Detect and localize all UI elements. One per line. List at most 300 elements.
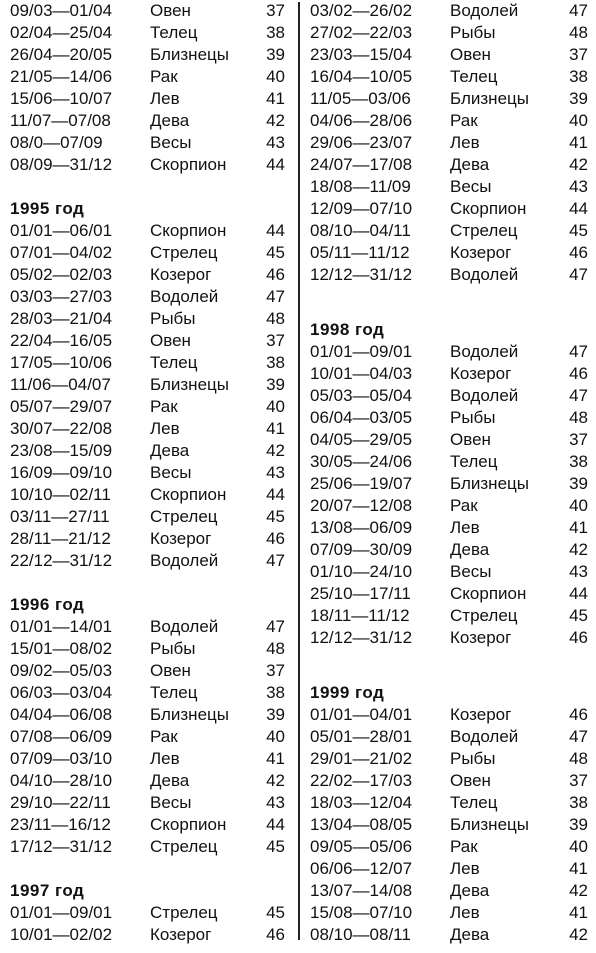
table-row <box>310 110 588 132</box>
zodiac-sign: Козерог <box>450 364 512 383</box>
zodiac-sign: Скорпион <box>150 155 227 174</box>
sign-number: 46 <box>569 628 588 647</box>
date-range: 28/11—21/12 <box>10 529 111 548</box>
date-range: 12/09—07/10 <box>310 199 413 218</box>
zodiac-sign: Водолей <box>150 287 219 306</box>
section-spacer <box>310 286 588 319</box>
sign-number: 37 <box>266 661 285 680</box>
date-range: 28/03—21/04 <box>10 309 113 328</box>
sign-number: 38 <box>266 23 285 42</box>
date-range: 03/03—27/03 <box>10 287 113 306</box>
zodiac-sign: Водолей <box>450 265 519 284</box>
section-spacer <box>310 649 588 682</box>
table-row <box>310 242 588 264</box>
date-range: 11/05—03/06 <box>310 89 411 108</box>
table-row <box>10 154 285 176</box>
sign-number: 40 <box>266 397 285 416</box>
date-range: 07/09—03/10 <box>10 749 113 768</box>
zodiac-sign: Скорпион <box>150 221 227 240</box>
zodiac-sign: Стрелец <box>450 606 518 625</box>
zodiac-sign: Дева <box>150 441 190 460</box>
sign-number: 42 <box>569 540 588 559</box>
zodiac-sign: Водолей <box>450 386 519 405</box>
table-row <box>310 517 588 539</box>
date-range: 07/01—04/02 <box>10 243 113 262</box>
sign-number: 45 <box>266 243 285 262</box>
date-range: 18/08—11/09 <box>310 177 411 196</box>
sign-number: 42 <box>266 111 285 130</box>
zodiac-sign: Лев <box>150 749 180 768</box>
year-heading: 1995 год <box>10 199 85 218</box>
table-row <box>310 924 588 946</box>
table-row <box>10 44 285 66</box>
date-range: 13/07—14/08 <box>310 881 413 900</box>
zodiac-sign: Весы <box>150 793 192 812</box>
zodiac-sign: Рак <box>150 67 178 86</box>
sign-number: 42 <box>569 925 588 944</box>
table-row <box>310 704 588 726</box>
sign-number: 46 <box>266 925 285 944</box>
sign-number: 48 <box>266 309 285 328</box>
table-row <box>10 66 285 88</box>
table-row <box>10 550 285 572</box>
date-range: 20/07—12/08 <box>310 496 413 515</box>
zodiac-sign: Овен <box>150 1 191 20</box>
table-row <box>10 264 285 286</box>
date-range: 08/09—31/12 <box>10 155 113 174</box>
date-range: 12/12—31/12 <box>310 628 413 647</box>
date-range: 08/0—07/09 <box>10 133 103 152</box>
date-range: 23/03—15/04 <box>310 45 413 64</box>
zodiac-sign: Рыбы <box>450 408 496 427</box>
date-range: 15/06—10/07 <box>10 89 113 108</box>
date-range: 06/06—12/07 <box>310 859 413 878</box>
table-row <box>310 561 588 583</box>
date-range: 30/07—22/08 <box>10 419 113 438</box>
table-row <box>10 506 285 528</box>
zodiac-sign: Рыбы <box>150 309 196 328</box>
sign-number: 44 <box>266 815 285 834</box>
zodiac-sign: Стрелец <box>150 903 218 922</box>
date-range: 11/06—04/07 <box>10 375 111 394</box>
table-row <box>310 154 588 176</box>
table-row <box>310 451 588 473</box>
table-row <box>10 132 285 154</box>
zodiac-sign: Телец <box>150 683 198 702</box>
table-row <box>10 396 285 418</box>
zodiac-sign: Лев <box>450 133 480 152</box>
zodiac-sign: Водолей <box>450 342 519 361</box>
table-row <box>310 385 588 407</box>
date-range: 15/01—08/02 <box>10 639 113 658</box>
date-range: 04/05—29/05 <box>310 430 413 449</box>
zodiac-sign: Скорпион <box>450 584 527 603</box>
date-range: 02/04—25/04 <box>10 23 113 42</box>
sign-number: 41 <box>569 518 588 537</box>
zodiac-sign: Стрелец <box>150 243 218 262</box>
zodiac-sign: Близнецы <box>450 815 529 834</box>
sign-number: 48 <box>569 408 588 427</box>
table-row <box>10 352 285 374</box>
sign-number: 45 <box>266 837 285 856</box>
zodiac-sign: Рыбы <box>150 639 196 658</box>
sign-number: 38 <box>569 793 588 812</box>
table-row <box>310 198 588 220</box>
sign-number: 43 <box>569 562 588 581</box>
table-row <box>310 726 588 748</box>
table-row <box>310 66 588 88</box>
zodiac-sign: Водолей <box>450 1 519 20</box>
zodiac-sign: Лев <box>450 859 480 878</box>
zodiac-sign: Телец <box>150 353 198 372</box>
date-range: 10/01—04/03 <box>310 364 413 383</box>
table-row <box>310 407 588 429</box>
zodiac-sign: Скорпион <box>450 199 527 218</box>
date-range: 15/08—07/10 <box>310 903 413 922</box>
date-range: 06/03—03/04 <box>10 683 113 702</box>
zodiac-sign: Овен <box>450 45 491 64</box>
date-range: 05/03—05/04 <box>310 386 413 405</box>
table-row <box>310 902 588 924</box>
date-range: 22/12—31/12 <box>10 551 113 570</box>
date-range: 27/02—22/03 <box>310 23 413 42</box>
sign-number: 46 <box>266 265 285 284</box>
sign-number: 41 <box>569 133 588 152</box>
sign-number: 41 <box>266 749 285 768</box>
sign-number: 38 <box>266 353 285 372</box>
date-range: 16/04—10/05 <box>310 67 413 86</box>
table-row <box>10 638 285 660</box>
date-range: 17/05—10/06 <box>10 353 113 372</box>
sign-number: 42 <box>266 771 285 790</box>
zodiac-sign: Близнецы <box>450 89 529 108</box>
zodiac-sign: Водолей <box>150 617 219 636</box>
zodiac-sign: Скорпион <box>150 485 227 504</box>
zodiac-sign: Рак <box>150 727 178 746</box>
date-range: 07/08—06/09 <box>10 727 113 746</box>
sign-number: 37 <box>266 331 285 350</box>
zodiac-sign: Дева <box>450 155 490 174</box>
sign-number: 47 <box>266 617 285 636</box>
date-range: 03/02—26/02 <box>310 1 413 20</box>
sign-number: 48 <box>569 23 588 42</box>
section-spacer <box>10 572 285 594</box>
table-row <box>310 583 588 605</box>
date-range: 25/06—19/07 <box>310 474 413 493</box>
table-row <box>10 616 285 638</box>
zodiac-sign: Весы <box>150 463 192 482</box>
sign-number: 39 <box>569 474 588 493</box>
table-row <box>10 924 285 946</box>
sign-number: 48 <box>266 639 285 658</box>
sign-number: 46 <box>569 364 588 383</box>
table-row <box>310 792 588 814</box>
table-row <box>10 484 285 506</box>
zodiac-sign: Близнецы <box>150 45 229 64</box>
sign-number: 43 <box>569 177 588 196</box>
table-row <box>10 242 285 264</box>
zodiac-sign: Козерог <box>450 705 512 724</box>
sign-number: 47 <box>266 551 285 570</box>
sign-number: 47 <box>569 1 588 20</box>
sign-number: 44 <box>569 199 588 218</box>
table-row <box>310 858 588 880</box>
date-range: 13/04—08/05 <box>310 815 413 834</box>
date-range: 23/11—16/12 <box>10 815 111 834</box>
sign-number: 47 <box>266 287 285 306</box>
table-row <box>310 88 588 110</box>
sign-number: 45 <box>569 221 588 240</box>
table-row <box>310 748 588 770</box>
zodiac-sign: Водолей <box>150 551 219 570</box>
table-row <box>310 429 588 451</box>
table-row <box>10 528 285 550</box>
table-row <box>10 440 285 462</box>
table-row <box>310 836 588 858</box>
sign-number: 42 <box>569 881 588 900</box>
year-heading: 1997 год <box>10 881 85 900</box>
table-row <box>10 814 285 836</box>
sign-number: 39 <box>266 375 285 394</box>
zodiac-sign: Весы <box>450 562 492 581</box>
table-row <box>10 220 285 242</box>
date-range: 11/07—07/08 <box>10 111 111 130</box>
table-row <box>10 726 285 748</box>
sign-number: 47 <box>569 386 588 405</box>
date-range: 25/10—17/11 <box>310 584 411 603</box>
date-range: 29/06—23/07 <box>310 133 413 152</box>
zodiac-sign: Дева <box>450 881 490 900</box>
sign-number: 46 <box>569 243 588 262</box>
column-divider <box>298 2 300 940</box>
table-row <box>310 539 588 561</box>
table-row <box>10 748 285 770</box>
sign-number: 41 <box>266 419 285 438</box>
sign-number: 41 <box>569 903 588 922</box>
sign-number: 41 <box>569 859 588 878</box>
sign-number: 45 <box>266 903 285 922</box>
zodiac-sign: Телец <box>150 23 198 42</box>
date-range: 18/03—12/04 <box>310 793 413 812</box>
sign-number: 40 <box>569 837 588 856</box>
zodiac-sign: Овен <box>450 771 491 790</box>
table-row <box>310 176 588 198</box>
zodiac-sign: Овен <box>450 430 491 449</box>
zodiac-sign: Близнецы <box>150 375 229 394</box>
date-range: 10/01—02/02 <box>10 925 113 944</box>
date-range: 07/09—30/09 <box>310 540 413 559</box>
date-range: 17/12—31/12 <box>10 837 113 856</box>
table-row <box>10 22 285 44</box>
table-row <box>310 220 588 242</box>
table-row <box>10 330 285 352</box>
date-range: 21/05—14/06 <box>10 67 113 86</box>
zodiac-sign: Весы <box>150 133 192 152</box>
right-column <box>310 0 588 946</box>
date-range: 23/08—15/09 <box>10 441 113 460</box>
zodiac-sign: Рак <box>150 397 178 416</box>
table-row <box>310 627 588 649</box>
year-heading: 1998 год <box>310 320 385 339</box>
date-range: 18/11—11/12 <box>310 606 410 625</box>
date-range: 01/01—09/01 <box>310 342 413 361</box>
date-range: 01/01—09/01 <box>10 903 113 922</box>
zodiac-sign: Овен <box>150 331 191 350</box>
sign-number: 40 <box>266 727 285 746</box>
sign-number: 47 <box>569 265 588 284</box>
table-row <box>10 308 285 330</box>
date-range: 22/02—17/03 <box>310 771 413 790</box>
section-spacer <box>10 176 285 198</box>
date-range: 01/01—14/01 <box>10 617 113 636</box>
sign-number: 44 <box>266 221 285 240</box>
sign-number: 37 <box>569 430 588 449</box>
table-row <box>10 286 285 308</box>
zodiac-sign: Дева <box>450 925 490 944</box>
date-range: 09/02—05/03 <box>10 661 113 680</box>
date-range: 09/03—01/04 <box>10 1 113 20</box>
zodiac-sign: Козерог <box>150 529 212 548</box>
sign-number: 44 <box>266 155 285 174</box>
zodiac-sign: Рак <box>450 837 478 856</box>
sign-number: 41 <box>266 89 285 108</box>
sign-number: 48 <box>569 749 588 768</box>
date-range: 22/04—16/05 <box>10 331 113 350</box>
table-row <box>10 682 285 704</box>
zodiac-sign: Лев <box>450 518 480 537</box>
zodiac-sign: Телец <box>450 452 498 471</box>
sign-number: 45 <box>569 606 588 625</box>
sign-number: 45 <box>266 507 285 526</box>
sign-number: 42 <box>266 441 285 460</box>
zodiac-sign: Лев <box>450 903 480 922</box>
date-range: 16/09—09/10 <box>10 463 113 482</box>
table-row <box>10 792 285 814</box>
date-range: 09/05—05/06 <box>310 837 413 856</box>
sign-number: 39 <box>266 45 285 64</box>
table-row <box>10 88 285 110</box>
date-range: 24/07—17/08 <box>310 155 413 174</box>
date-range: 05/07—29/07 <box>10 397 113 416</box>
table-row <box>310 22 588 44</box>
table-row <box>310 814 588 836</box>
table-row <box>10 902 285 924</box>
date-range: 13/08—06/09 <box>310 518 413 537</box>
sign-number: 40 <box>569 496 588 515</box>
table-row <box>310 363 588 385</box>
zodiac-sign: Дева <box>450 540 490 559</box>
zodiac-sign: Скорпион <box>150 815 227 834</box>
sign-number: 47 <box>569 727 588 746</box>
sign-number: 40 <box>569 111 588 130</box>
zodiac-sign: Стрелец <box>150 507 218 526</box>
zodiac-sign: Дева <box>150 111 190 130</box>
sign-number: 37 <box>569 45 588 64</box>
table-row <box>310 132 588 154</box>
sign-number: 44 <box>266 485 285 504</box>
zodiac-sign: Дева <box>150 771 190 790</box>
sign-number: 47 <box>569 342 588 361</box>
sign-number: 43 <box>266 793 285 812</box>
sign-number: 39 <box>569 89 588 108</box>
date-range: 01/10—24/10 <box>310 562 413 581</box>
date-range: 08/10—04/11 <box>310 221 411 240</box>
zodiac-sign: Лев <box>150 89 180 108</box>
sign-number: 38 <box>569 67 588 86</box>
sign-number: 38 <box>266 683 285 702</box>
date-range: 01/01—06/01 <box>10 221 113 240</box>
sign-number: 42 <box>569 155 588 174</box>
date-range: 10/10—02/11 <box>10 485 111 504</box>
sign-number: 37 <box>569 771 588 790</box>
date-range: 03/11—27/11 <box>10 507 110 526</box>
table-row <box>10 462 285 484</box>
table-row <box>10 660 285 682</box>
zodiac-sign: Телец <box>450 67 498 86</box>
zodiac-sign: Стрелец <box>150 837 218 856</box>
zodiac-sign: Близнецы <box>450 474 529 493</box>
table-row <box>310 44 588 66</box>
table-row <box>310 341 588 363</box>
date-range: 29/01—21/02 <box>310 749 413 768</box>
date-range: 04/04—06/08 <box>10 705 113 724</box>
zodiac-sign: Водолей <box>450 727 519 746</box>
table-row <box>10 110 285 132</box>
sign-number: 46 <box>266 529 285 548</box>
date-range: 08/10—08/11 <box>310 925 411 944</box>
section-spacer <box>10 858 285 880</box>
year-heading: 1999 год <box>310 683 385 702</box>
date-range: 05/11—11/12 <box>310 243 410 262</box>
table-row <box>10 374 285 396</box>
zodiac-sign: Рыбы <box>450 749 496 768</box>
zodiac-sign: Козерог <box>150 265 212 284</box>
sign-number: 40 <box>266 67 285 86</box>
table-row <box>10 0 285 22</box>
date-range: 05/02—02/03 <box>10 265 113 284</box>
date-range: 01/01—04/01 <box>310 705 413 724</box>
sign-number: 38 <box>569 452 588 471</box>
sign-number: 37 <box>266 1 285 20</box>
sign-number: 39 <box>266 705 285 724</box>
table-row <box>310 495 588 517</box>
table-row <box>310 880 588 902</box>
sign-number: 46 <box>569 705 588 724</box>
table-row <box>10 770 285 792</box>
table-row <box>310 0 588 22</box>
zodiac-sign: Лев <box>150 419 180 438</box>
date-range: 04/10—28/10 <box>10 771 113 790</box>
year-heading: 1996 год <box>10 595 85 614</box>
zodiac-sign: Телец <box>450 793 498 812</box>
date-range: 26/04—20/05 <box>10 45 113 64</box>
table-row <box>310 473 588 495</box>
zodiac-sign: Козерог <box>450 243 512 262</box>
sign-number: 43 <box>266 463 285 482</box>
left-column <box>10 0 285 946</box>
zodiac-sign: Рыбы <box>450 23 496 42</box>
zodiac-sign: Козерог <box>450 628 512 647</box>
zodiac-sign: Рак <box>450 111 478 130</box>
zodiac-sign: Близнецы <box>150 705 229 724</box>
date-range: 29/10—22/11 <box>10 793 111 812</box>
table-row <box>10 704 285 726</box>
zodiac-sign: Овен <box>150 661 191 680</box>
sign-number: 44 <box>569 584 588 603</box>
sign-number: 43 <box>266 133 285 152</box>
table-row <box>310 770 588 792</box>
zodiac-sign: Козерог <box>150 925 212 944</box>
